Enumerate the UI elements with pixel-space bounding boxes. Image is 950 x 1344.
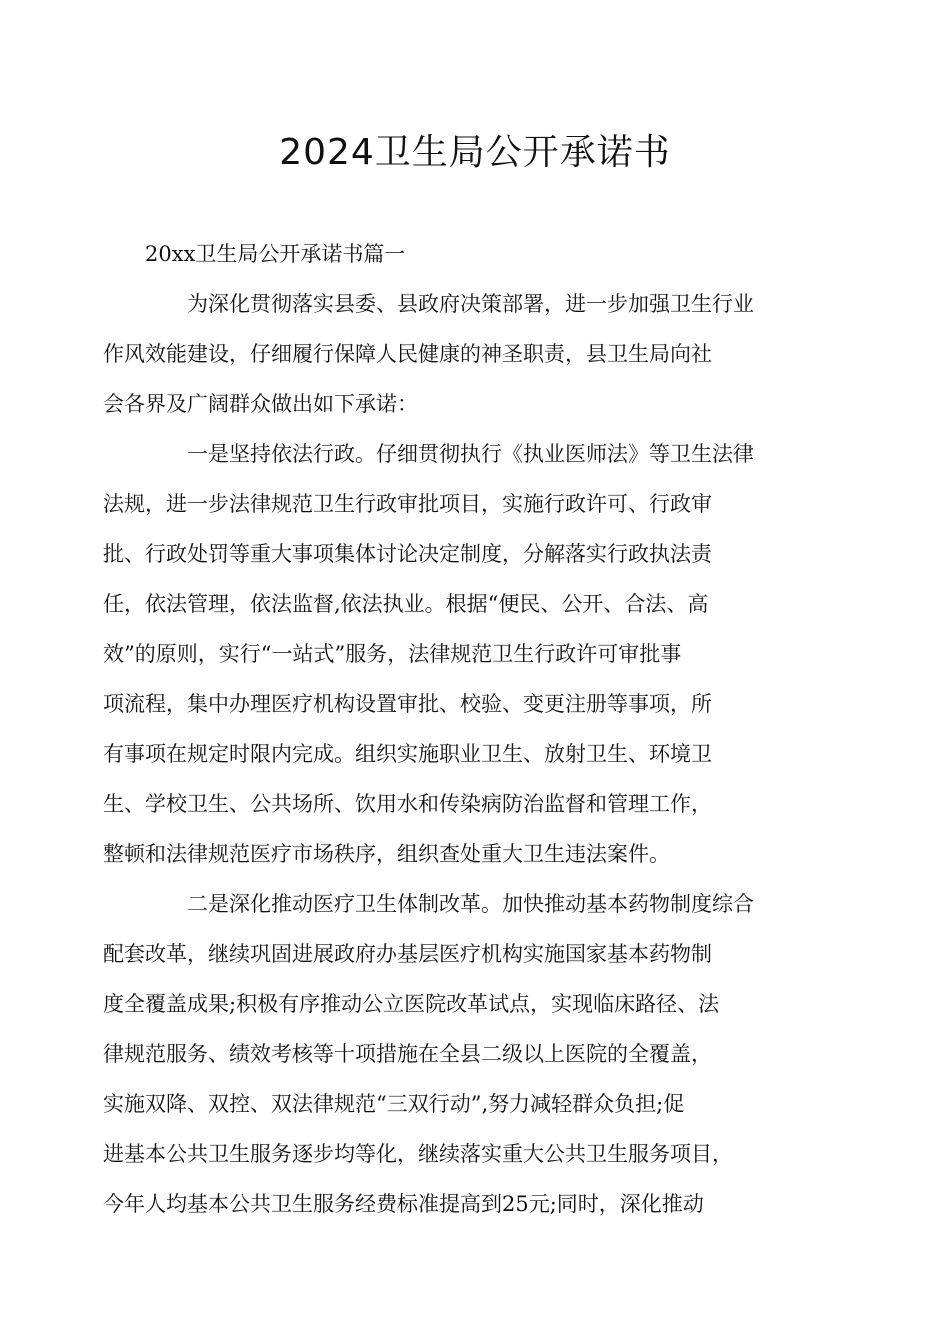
paragraph-line: 任，依法管理，依法监督,依法执业。根据“便民、公开、合法、高 — [103, 592, 709, 616]
paragraph-line: 实施双降、双控、双法律规范“三双行动”,努力减轻群众负担;促 — [103, 1092, 685, 1116]
paragraph-line: 配套改革，继续巩固进展政府办基层医疗机构实施国家基本药物制 — [103, 942, 712, 966]
document-body — [103, 229, 815, 1229]
paragraph-line: 会各界及广阔群众做出如下承诺： — [103, 392, 418, 416]
paragraph-line: 项流程，集中办理医疗机构设置审批、校验、变更注册等事项，所 — [103, 692, 712, 716]
paragraph-line: 为深化贯彻落实县委、县政府决策部署，进一步加强卫生行业 — [187, 292, 754, 316]
paragraph-line: 法规，进一步法律规范卫生行政审批项目，实施行政许可、行政审 — [103, 492, 712, 516]
paragraph-line: 整顿和法律规范医疗市场秩序，组织查处重大卫生违法案件。 — [103, 842, 670, 866]
paragraph-line: 作风效能建设，仔细履行保障人民健康的神圣职责，县卫生局向社 — [103, 342, 712, 366]
paragraph-item-one — [103, 429, 815, 879]
paragraph-intro — [103, 279, 815, 429]
paragraph-line: 有事项在规定时限内完成。组织实施职业卫生、放射卫生、环境卫 — [103, 742, 712, 766]
paragraph-line: 律规范服务、绩效考核等十项措施在全县二级以上医院的全覆盖， — [103, 1042, 712, 1066]
paragraph-line: 度全覆盖成果;积极有序推动公立医院改革试点，实现临床路径、法 — [103, 992, 720, 1016]
paragraph-line: 二是深化推动医疗卫生体制改革。加快推动基本药物制度综合 — [187, 892, 754, 916]
paragraph-line: 效”的原则，实行“一站式”服务，法律规范卫生行政许可审批事 — [103, 642, 682, 666]
paragraph-line: 批、行政处罚等重大事项集体讨论决定制度，分解落实行政执法责 — [103, 542, 712, 566]
paragraph-line: 一是坚持依法行政。仔细贯彻执行《执业医师法》等卫生法律 — [187, 442, 754, 466]
paragraph-line: 进基本公共卫生服务逐步均等化，继续落实重大公共卫生服务项目， — [103, 1142, 733, 1166]
paragraph-line: 生、学校卫生、公共场所、饮用水和传染病防治监督和管理工作， — [103, 792, 712, 816]
section-heading: 20xx卫生局公开承诺书篇一 — [145, 242, 406, 266]
paragraph-item-two — [103, 879, 815, 1229]
document-title: 2024卫生局公开承诺书 — [279, 132, 671, 173]
paragraph-line: 今年人均基本公共卫生服务经费标准提高到25元;同时，深化推动 — [103, 1192, 704, 1216]
